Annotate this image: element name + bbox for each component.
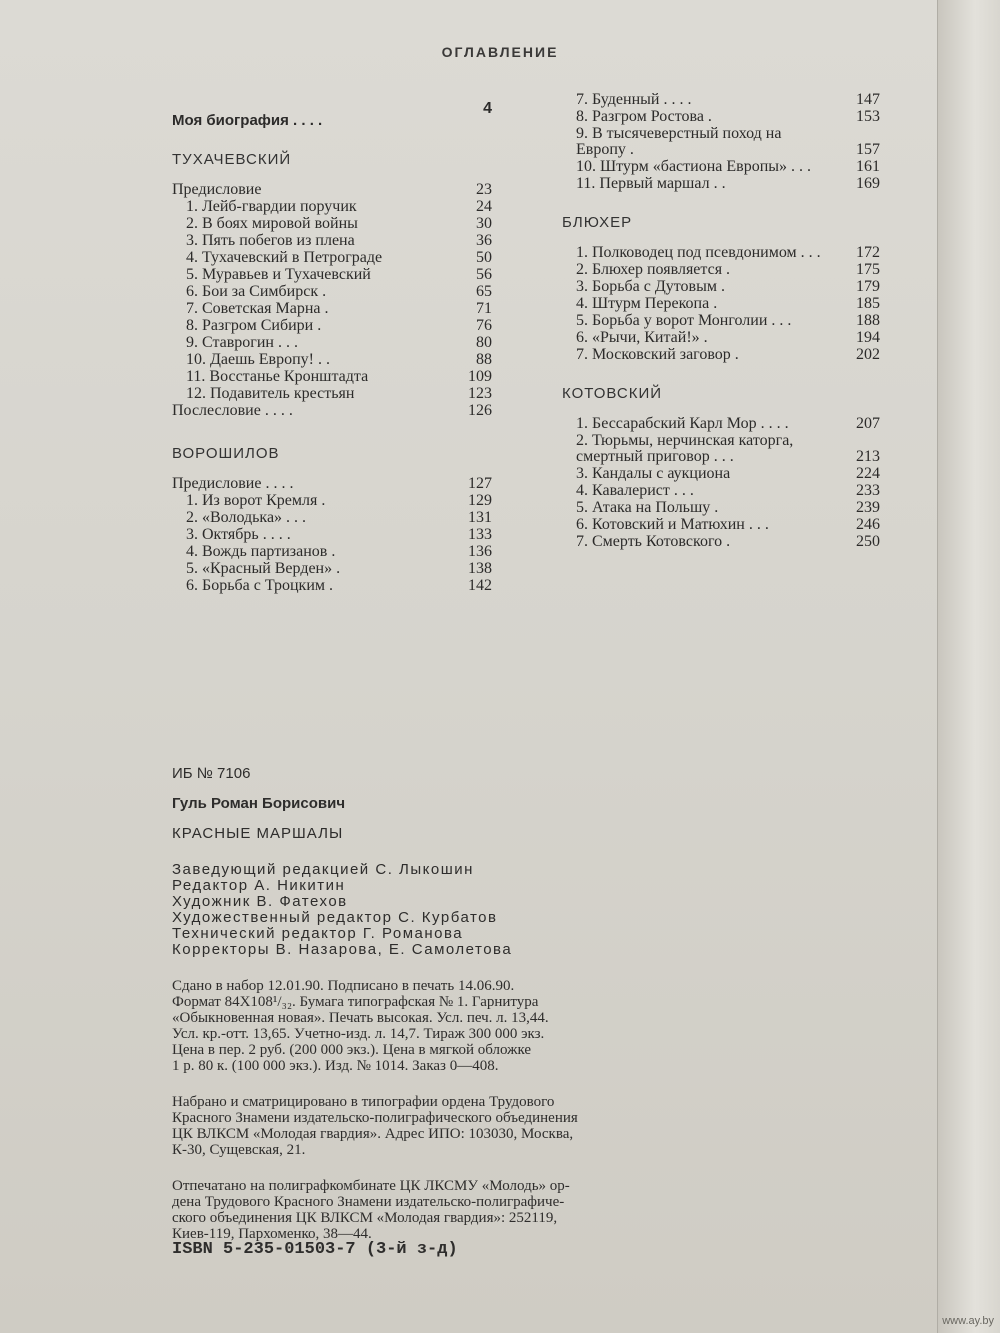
- toc-entry-text: 6. Котовский и Матюхин . . .: [576, 516, 769, 533]
- toc-entry-page: 172: [856, 244, 880, 261]
- toc-entry-page: 76: [476, 317, 492, 334]
- toc-entry-page: 50: [476, 249, 492, 266]
- toc-entry: [172, 335, 492, 351]
- toc-entry-page: 147: [856, 91, 880, 108]
- isbn: ISBN 5-235-01503-7 (3-й з-д): [172, 1240, 458, 1259]
- imprint-line: Формат 84Х108¹/₃₂. Бумага типографская № 1. Гарнитура: [172, 994, 539, 1010]
- toc-section: [562, 385, 880, 550]
- toc-entry-page: 213: [856, 448, 880, 465]
- toc-entry-text: 11. Первый маршал . .: [576, 175, 726, 192]
- toc-entry-text: 4. Вождь партизанов .: [186, 543, 336, 560]
- toc-entry-page: 157: [856, 141, 880, 158]
- toc-entry: [172, 199, 492, 215]
- imprint-line: К-30, Сущевская, 21.: [172, 1142, 306, 1158]
- toc-entry: [172, 216, 492, 232]
- toc-entry: [172, 318, 492, 334]
- toc-section-heading: КОТОВСКИЙ: [562, 385, 663, 402]
- toc-entry-text: 1. Бессарабский Карл Мор . . . .: [576, 415, 789, 432]
- toc-entry-text: 8. Разгром Сибири .: [186, 317, 322, 334]
- toc-entry-page: 224: [856, 465, 880, 482]
- toc-entry-page: 24: [476, 198, 492, 215]
- toc-entry-text: 5. Муравьев и Тухачевский: [186, 266, 371, 283]
- toc-entry-intro: [172, 100, 492, 129]
- toc-section-heading: ВОРОШИЛОВ: [172, 445, 280, 462]
- toc-entry-page: 169: [856, 175, 880, 192]
- toc-entry: [562, 159, 880, 175]
- toc-entry-text: 2. Блюхер появляется .: [576, 261, 731, 278]
- toc-entry-text: 3. Кандалы с аукциона: [576, 465, 731, 482]
- toc-section-heading: БЛЮХЕР: [562, 214, 633, 231]
- toc-entry-text: 7. Московский заговор .: [576, 346, 739, 363]
- toc-entry: [172, 267, 492, 283]
- toc-entry-text: 5. Атака на Польшу .: [576, 499, 719, 516]
- imprint-line: «Обыкновенная новая». Печать высокая. Усл. печ. л. 13,44.: [172, 1010, 549, 1026]
- imprint-line: Сдано в набор 12.01.90. Подписано в печать 14.06.90.: [172, 978, 515, 994]
- imprint-line: ЦК ВЛКСМ «Молодая гвардия». Адрес ИПО: 103030, Москва,: [172, 1126, 574, 1142]
- toc-entry-text: 2. В боях мировой войны: [186, 215, 358, 232]
- toc-entry: [562, 92, 880, 108]
- toc-entry: [562, 347, 880, 363]
- toc-entry-page: 80: [476, 334, 492, 351]
- toc-entry-text: 4. Кавалерист . . .: [576, 482, 694, 499]
- toc-entry-text: Предисловие . . . .: [172, 475, 294, 492]
- toc-entry-page: 127: [468, 475, 492, 492]
- toc-entry-page: 136: [468, 543, 492, 560]
- imprint-line: Отпечатано на полиграфкомбинате ЦК ЛКСМУ «Молодь» ор-: [172, 1178, 570, 1194]
- toc-entry-page: 185: [856, 295, 880, 312]
- toc-entry: [562, 279, 880, 295]
- imprint-line: Усл. кр.-отт. 13,65. Учетно-изд. л. 14,7. Тираж 300 000 экз.: [172, 1026, 545, 1042]
- toc-entry-page: 133: [468, 526, 492, 543]
- toc-entry-text: 6. Бои за Симбирск .: [186, 283, 327, 300]
- toc-entry-text: 5. «Красный Верден» .: [186, 560, 341, 577]
- toc-entry-text: Послесловие . . . .: [172, 402, 293, 419]
- toc-entry-page: 123: [468, 385, 492, 402]
- toc-entry-page: 179: [856, 278, 880, 295]
- toc-entry-page: 129: [468, 492, 492, 509]
- toc-entry: [172, 369, 492, 385]
- ib-number: ИБ № 7106: [172, 765, 251, 782]
- toc-entry-text: 10. Штурм «бастиона Европы» . . .: [576, 158, 812, 175]
- toc-entry-page: 126: [468, 402, 492, 419]
- toc-entry-page: 153: [856, 108, 880, 125]
- toc-entry: [562, 500, 880, 516]
- imprint-line: Цена в пер. 2 руб. (200 000 экз.). Цена в мягкой обложке: [172, 1042, 532, 1058]
- credits-list: [172, 862, 872, 958]
- toc-entry: [562, 466, 880, 482]
- toc-entry: [562, 262, 880, 278]
- toc-entry-page: 175: [856, 261, 880, 278]
- toc-entry-text: 4. Тухачевский в Петрограде: [186, 249, 383, 266]
- toc-entry: [172, 386, 492, 402]
- toc-entry: [172, 544, 492, 560]
- toc-entry-page: 71: [476, 300, 492, 317]
- toc-entry-text: 9. Ставрогин . . .: [186, 334, 298, 351]
- toc-entry: [562, 483, 880, 499]
- toc-entry: [172, 510, 492, 526]
- toc-entry-page: 23: [476, 181, 492, 198]
- toc-entry-text: 3. Борьба с Дутовым .: [576, 278, 725, 295]
- toc-entry-page: 207: [856, 415, 880, 432]
- toc-entry-text: 10. Даешь Европу! . .: [186, 351, 330, 368]
- toc-entry: [172, 301, 492, 317]
- toc-entry-text: 9. В тысячеверстный поход на Европу .: [576, 125, 782, 158]
- next-page-edge: [937, 0, 1000, 1333]
- toc-entry: [172, 493, 492, 509]
- imprint-line: Художник В. Фатехов: [172, 893, 348, 910]
- toc-entry-page: 188: [856, 312, 880, 329]
- imprint-line: Заведующий редакцией С. Лыкошин: [172, 861, 474, 878]
- toc-entry-text: 7. Советская Марна .: [186, 300, 329, 317]
- toc-entry: [562, 296, 880, 312]
- toc-title: ОГЛАВЛЕНИЕ: [441, 44, 559, 60]
- author-name: Гуль Роман Борисович: [172, 795, 346, 812]
- toc-entry: [562, 313, 880, 329]
- toc-entry: [172, 578, 492, 594]
- toc-entry-text: 7. Смерть Котовского .: [576, 533, 731, 550]
- toc-entry-page: 250: [856, 533, 880, 550]
- toc-left-column: [172, 95, 492, 595]
- imprint-line: Технический редактор Г. Романова: [172, 925, 464, 942]
- typeset-info: [172, 1094, 872, 1158]
- toc-entry: [172, 476, 492, 492]
- toc-entry: [562, 109, 880, 125]
- toc-entry-text: 1. Полководец под псевдонимом . . .: [576, 244, 821, 261]
- book-title: КРАСНЫЕ МАРШАЛЫ: [172, 825, 344, 842]
- imprint-line: ского объединения ЦК ВЛКСМ «Молодая гвардия»: 252119,: [172, 1210, 558, 1226]
- toc-entry-text: 7. Буденный . . . .: [576, 91, 692, 108]
- toc-entry-text: 5. Борьба у ворот Монголии . . .: [576, 312, 792, 329]
- toc-right-column: [562, 92, 880, 551]
- toc-entry-text: 8. Разгром Ростова .: [576, 108, 712, 125]
- toc-entry-page: 161: [856, 158, 880, 175]
- imprint-line: Художественный редактор С. Курбатов: [172, 909, 498, 926]
- toc-entry: [562, 517, 880, 533]
- printed-info: [172, 1178, 872, 1242]
- toc-entry-text: 11. Восстанье Кронштадта: [186, 368, 369, 385]
- toc-section-heading: ТУХАЧЕВСКИЙ: [172, 151, 292, 168]
- toc-entry-page: 142: [468, 577, 492, 594]
- toc-entry-page: 4: [483, 100, 492, 117]
- imprint-line: Набрано и сматрицировано в типографии ордена Трудового: [172, 1094, 555, 1110]
- toc-entry-page: 30: [476, 215, 492, 232]
- print-info: [172, 978, 872, 1074]
- toc-entry-page: 194: [856, 329, 880, 346]
- toc-entry: [172, 250, 492, 266]
- toc-entry-page: 56: [476, 266, 492, 283]
- toc-entry-page: 239: [856, 499, 880, 516]
- toc-entry-page: 202: [856, 346, 880, 363]
- imprint-block: [172, 766, 872, 1258]
- toc-entry-page: 36: [476, 232, 492, 249]
- toc-entry: [562, 126, 880, 158]
- imprint-line: Редактор А. Никитин: [172, 877, 346, 894]
- toc-entry-text: 12. Подавитель крестьян: [186, 385, 355, 402]
- toc-entry-text: 2. «Володька» . . .: [186, 509, 307, 526]
- imprint-line: Красного Знамени издательско-полиграфического объединения: [172, 1110, 578, 1126]
- toc-entry-text: 4. Штурм Перекопа .: [576, 295, 718, 312]
- imprint-line: дена Трудового Красного Знамени издательско-полиграфиче-: [172, 1194, 565, 1210]
- imprint-line: Корректоры В. Назарова, Е. Самолетова: [172, 941, 513, 958]
- toc-entry: [562, 176, 880, 192]
- toc-entry-text: 2. Тюрьмы, нерчинская каторга, смертный приговор . . .: [576, 432, 794, 465]
- toc-entry: [172, 182, 492, 198]
- toc-entry-text: Моя биография . . . .: [172, 112, 323, 129]
- toc-section: [172, 445, 492, 594]
- toc-entry: [562, 330, 880, 346]
- toc-entry-text: 6. «Рычи, Китай!» .: [576, 329, 708, 346]
- toc-entry: [562, 534, 880, 550]
- toc-entry-text: 1. Из ворот Кремля .: [186, 492, 326, 509]
- toc-entry: [172, 284, 492, 300]
- toc-entry-text: 3. Октябрь . . . .: [186, 526, 291, 543]
- toc-entry: [172, 352, 492, 368]
- watermark: www.ay.by: [942, 1315, 994, 1327]
- toc-entry: [562, 416, 880, 432]
- toc-entry-text: 1. Лейб-гвардии поручик: [186, 198, 357, 215]
- imprint-line: Киев-119, Пархоменко, 38—44.: [172, 1226, 372, 1242]
- toc-entry-page: 131: [468, 509, 492, 526]
- toc-entry: [172, 233, 492, 249]
- toc-entry-text: 6. Борьба с Троцким .: [186, 577, 334, 594]
- toc-entry: [172, 561, 492, 577]
- toc-entry-text: Предисловие: [172, 181, 262, 198]
- toc-entry: [172, 403, 492, 419]
- toc-entry: [562, 245, 880, 261]
- toc-section: [172, 151, 492, 419]
- toc-section: [562, 214, 880, 363]
- toc-entry-page: 65: [476, 283, 492, 300]
- imprint-line: 1 р. 80 к. (100 000 экз.). Изд. № 1014. Заказ 0—408.: [172, 1058, 499, 1074]
- toc-entry-page: 109: [468, 368, 492, 385]
- toc-entry-page: 246: [856, 516, 880, 533]
- toc-entry: [562, 433, 880, 465]
- toc-entry-text: 3. Пять побегов из плена: [186, 232, 355, 249]
- toc-entry: [172, 527, 492, 543]
- toc-entry-page: 138: [468, 560, 492, 577]
- toc-entry-page: 233: [856, 482, 880, 499]
- toc-entry-page: 88: [476, 351, 492, 368]
